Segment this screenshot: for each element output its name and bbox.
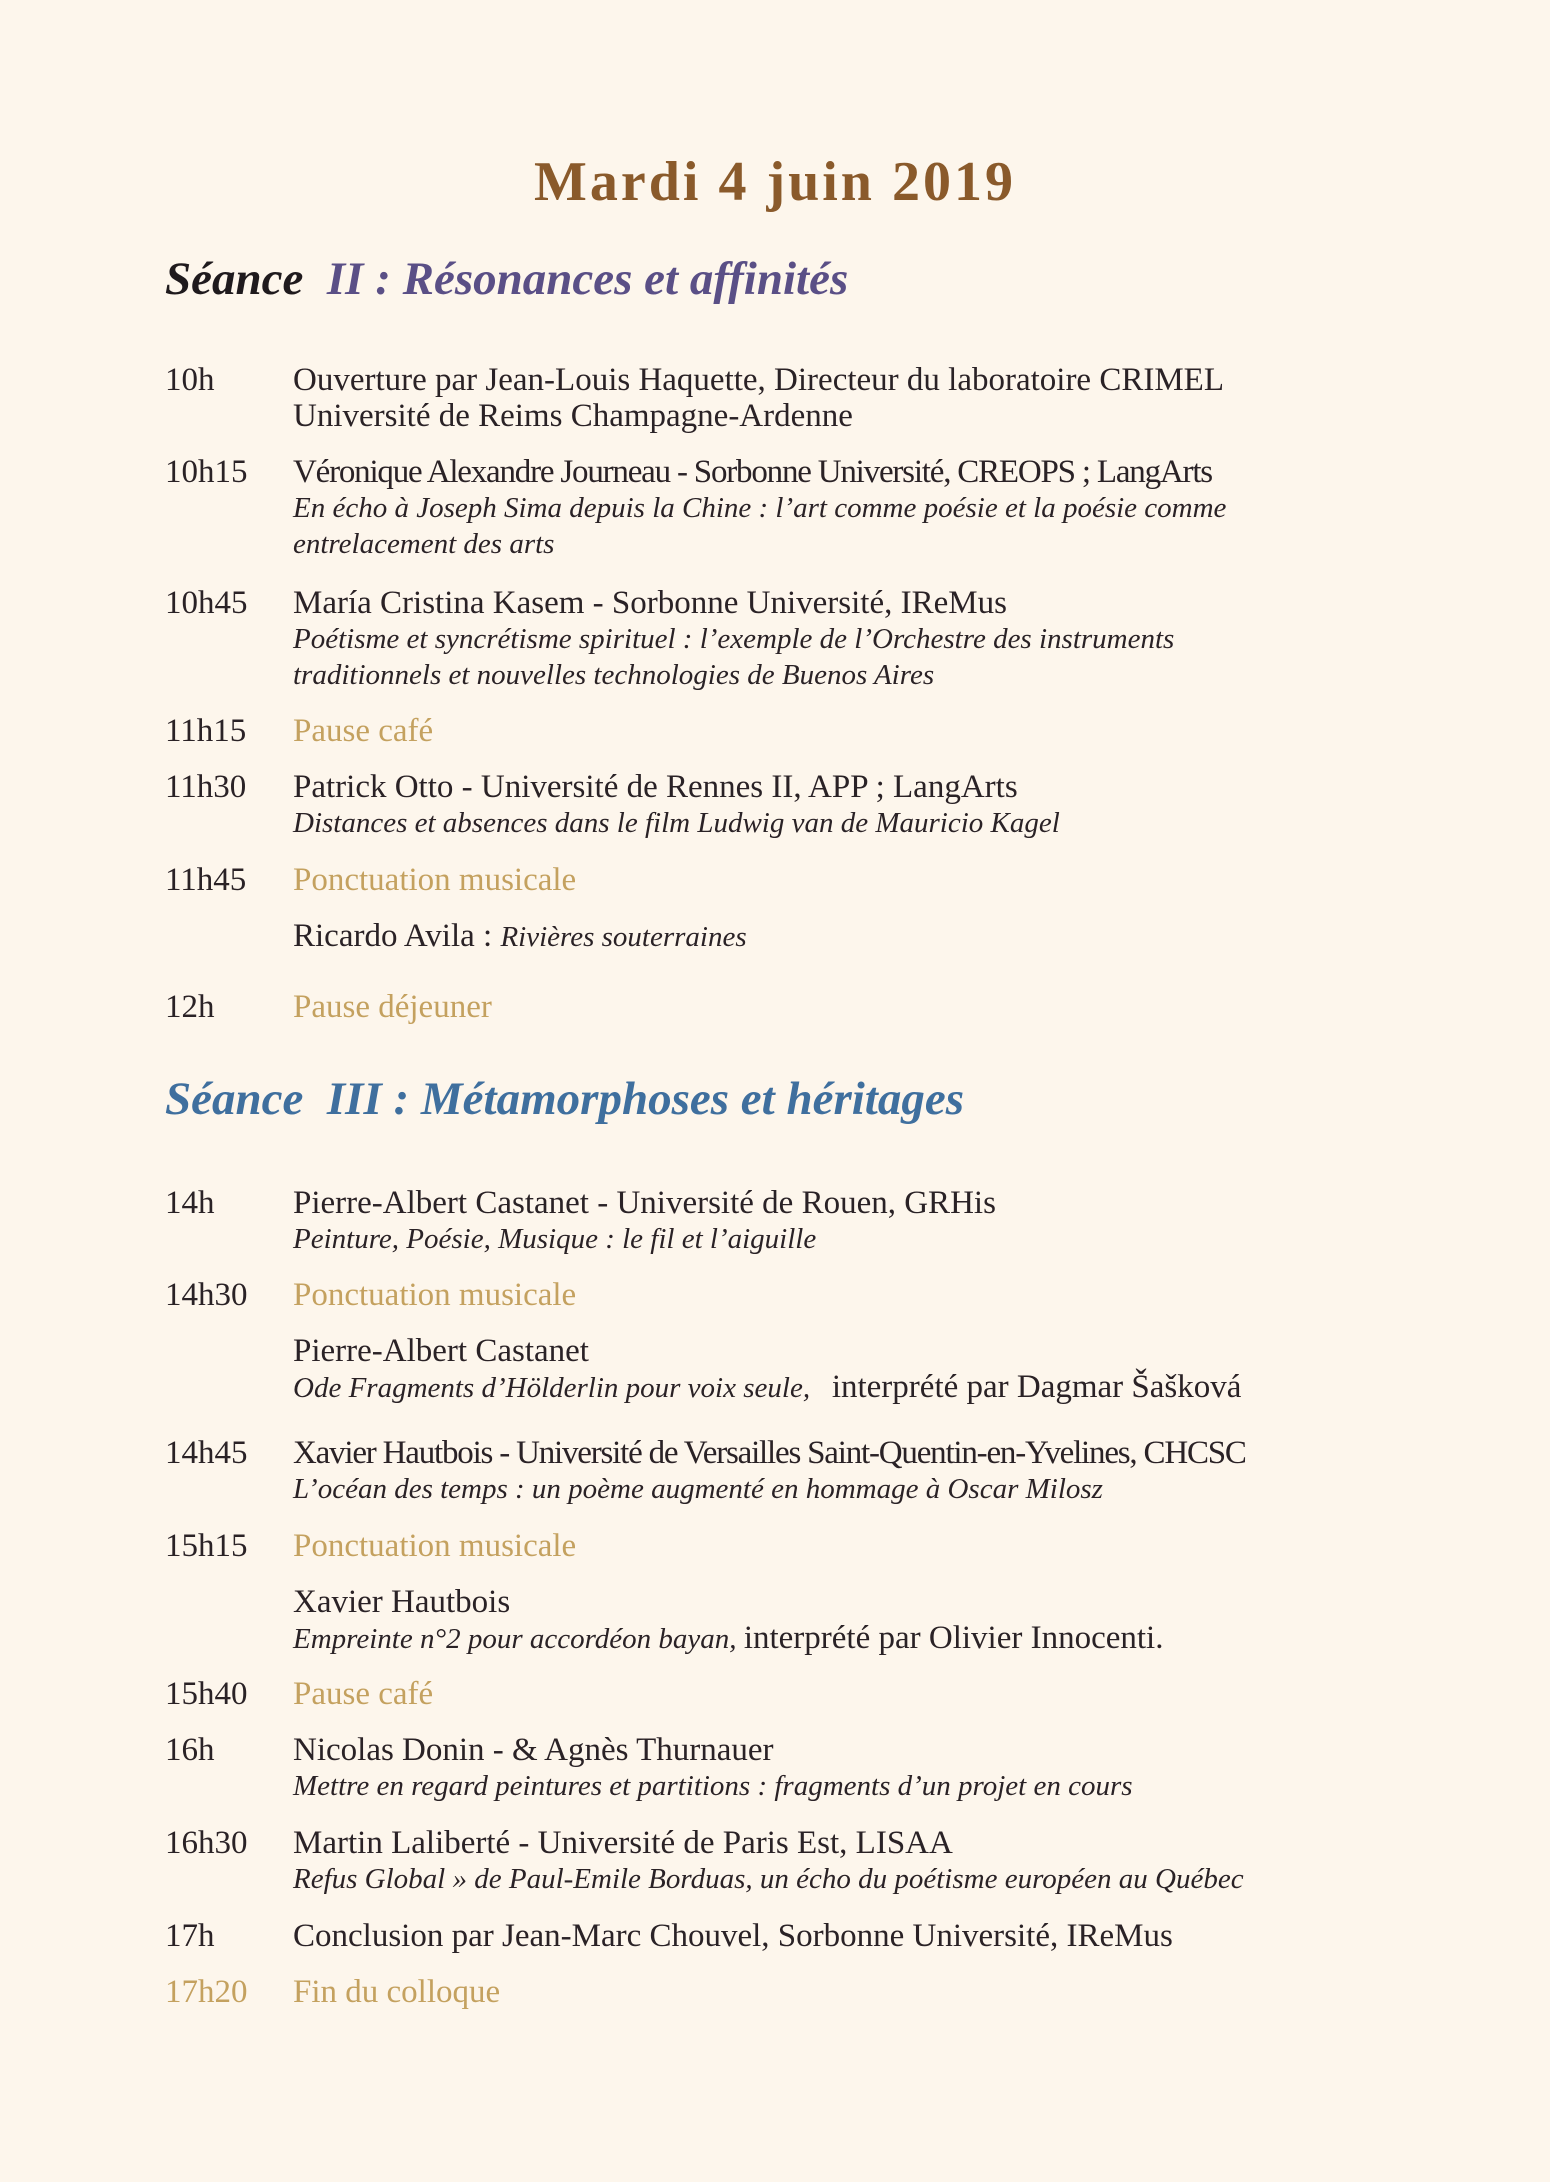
talk-title: En écho à Joseph Sima depuis la Chine : l’art comme poésie et la poésie comme [293, 492, 1227, 524]
row-content [293, 989, 1403, 1025]
row-content [293, 769, 1403, 841]
time-label: 10h [165, 362, 215, 398]
session-2-title-lead: Séance [165, 253, 304, 305]
time-label: 14h45 [165, 1435, 248, 1471]
time-label: 16h [165, 1732, 215, 1768]
conclusion-line: Conclusion par Jean-Marc Chouvel, Sorbonne Université, IReMus [293, 1918, 1173, 1954]
time-label: 11h30 [165, 769, 247, 805]
time-label: 11h45 [165, 862, 247, 898]
row-content [293, 1825, 1403, 1897]
row-content [293, 1584, 1403, 1657]
musical-interlude-label: Ponctuation musicale [293, 862, 577, 898]
talk-title: Distances et absences dans le film Ludwig van de Mauricio Kagel [293, 807, 1060, 839]
performer-credit: interprété par Olivier Innocenti. [743, 1620, 1164, 1656]
performance-line [293, 1369, 1403, 1406]
row-content [293, 1185, 1403, 1257]
row-content [293, 454, 1403, 562]
speaker-line: Pierre-Albert Castanet - Université de Rouen, GRHis [293, 1185, 996, 1221]
speaker-line: Nicolas Donin - & Agnès Thurnauer [293, 1732, 774, 1768]
row-content [293, 1732, 1403, 1804]
speaker-line: Patrick Otto - Université de Rennes II, APP ; LangArts [293, 769, 1018, 805]
talk-title: Refus Global » de Paul-Emile Borduas, un écho du poétisme européen au Québec [293, 1863, 1244, 1895]
time-label: 16h30 [165, 1825, 248, 1861]
time-label: 14h30 [165, 1277, 248, 1313]
session-2-title [165, 252, 848, 306]
performer-credit: interprété par Dagmar Šašková [831, 1369, 1242, 1405]
opening-line: Ouverture par Jean-Louis Haquette, Directeur du laboratoire CRIMEL [293, 362, 1224, 398]
end-label: Fin du colloque [293, 1974, 501, 2010]
row-content [293, 1333, 1403, 1406]
talk-title: Poétisme et syncrétisme spirituel : l’exemple de l’Orchestre des instruments [293, 623, 1175, 655]
composer-name: Pierre-Albert Castanet [293, 1333, 589, 1369]
opening-affiliation: Université de Reims Champagne-Ardenne [293, 398, 853, 434]
performance-line [293, 1620, 1403, 1657]
session-3-title: Séance III : Métamorphoses et héritages [165, 1073, 964, 1125]
time-label: 17h20 [165, 1974, 248, 2010]
time-label: 10h45 [165, 585, 248, 621]
session-2-title-rest: II : Résonances et affinités [326, 253, 849, 305]
row-content [293, 918, 1403, 955]
time-label: 10h15 [165, 454, 248, 490]
talk-title: Mettre en regard peintures et partitions : fragments d’un projet en cours [293, 1770, 1133, 1802]
performance-line: Ricardo Avila : Rivières souterraines [293, 918, 747, 954]
musical-interlude-label: Ponctuation musicale [293, 1528, 577, 1564]
talk-title: L’océan des temps : un poème augmenté en hommage à Oscar Milosz [293, 1473, 1103, 1505]
break-label: Pause déjeuner [293, 989, 492, 1025]
talk-title-cont: traditionnels et nouvelles technologies de Buenos Aires [293, 659, 935, 691]
row-content [293, 1277, 1403, 1313]
row-content [293, 1974, 1403, 2010]
speaker-line: Xavier Hautbois - Université de Versailles Saint-Quentin-en-Yvelines, CHCSC [293, 1435, 1246, 1471]
work-title: Ode Fragments d’Hölderlin pour voix seule, [293, 1372, 811, 1404]
work-title: Empreinte n°2 pour accordéon bayan, [293, 1623, 737, 1655]
musical-interlude-label: Ponctuation musicale [293, 1277, 577, 1313]
speaker-line: María Cristina Kasem - Sorbonne Université, IReMus [293, 585, 1007, 621]
row-content [293, 1918, 1403, 1954]
row-content [293, 1676, 1403, 1712]
speaker-line: Véronique Alexandre Journeau - Sorbonne Université, CREOPS ; LangArts [293, 454, 1212, 490]
talk-title-cont: entrelacement des arts [293, 528, 555, 560]
row-content [293, 713, 1403, 749]
time-label: 17h [165, 1918, 215, 1954]
speaker-line: Martin Laliberté - Université de Paris Est, LISAA [293, 1825, 953, 1861]
row-content [293, 362, 1403, 434]
time-label: 15h40 [165, 1676, 248, 1712]
time-label: 11h15 [165, 713, 247, 749]
composer-name: Xavier Hautbois [293, 1584, 511, 1620]
day-title: Mardi 4 juin 2019 [534, 151, 1016, 213]
break-label: Pause café [293, 1676, 434, 1712]
row-content [293, 1528, 1403, 1564]
work-title: Rivières souterraines [500, 921, 747, 953]
performer-name: Ricardo Avila [293, 918, 475, 954]
time-label: 12h [165, 989, 215, 1025]
time-label: 15h15 [165, 1528, 248, 1564]
row-content [293, 1435, 1403, 1507]
row-content [293, 585, 1403, 693]
break-label: Pause café [293, 713, 434, 749]
talk-title: Peinture, Poésie, Musique : le fil et l’aiguille [293, 1223, 817, 1255]
row-content [293, 862, 1403, 898]
time-label: 14h [165, 1185, 215, 1221]
